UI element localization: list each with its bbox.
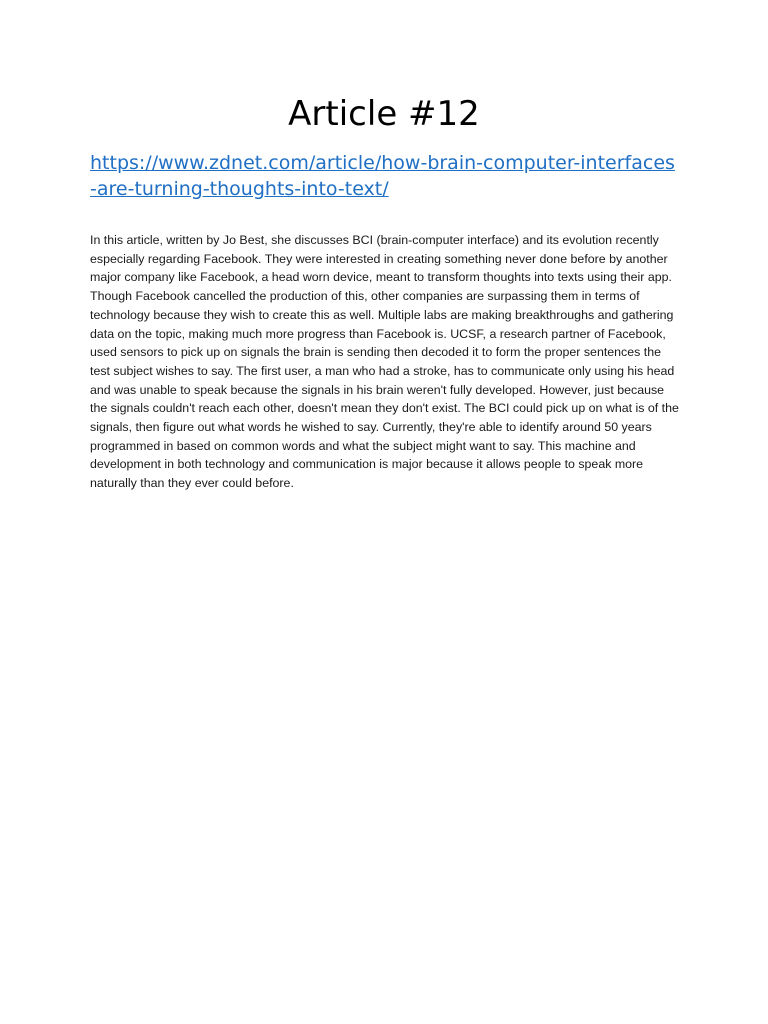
article-link[interactable]: https://www.zdnet.com/article/how-brain-computer-interfaces-are-turning-thoughts-into-text/ [90, 152, 675, 200]
page-title: Article #12 [288, 94, 480, 134]
article-summary-paragraph: In this article, written by Jo Best, she discusses BCI (brain-computer interface) and its evolution recently especially regarding Facebook. They were interested in creating something never done before by another major company like Facebook, a head worn device, meant to transform thoughts into texts using their app. Though Facebook cancelled the production of this, other companies are surpassing them in terms of technology because they wish to create this as well. Multiple labs are making breakthroughs and gathering data on the topic, making much more progress than Facebook is. UCSF, a research partner of Facebook, used sensors to pick up on signals the brain is sending then decoded it to form the proper sentences the test subject wishes to say. The first user, a man who had a stroke, has to communicate only using his head and was unable to speak because the signals in his brain weren't fully developed. However, just because the signals couldn't reach each other, doesn't mean they don't exist. The BCI could pick up on what is of the signals, then figure out what words he wished to say. Currently, they're able to identify around 50 years programmed in based on common words and what the subject might want to say. This machine and development in both technology and communication is major because it allows people to speak more naturally than they ever could before. [90, 233, 679, 491]
